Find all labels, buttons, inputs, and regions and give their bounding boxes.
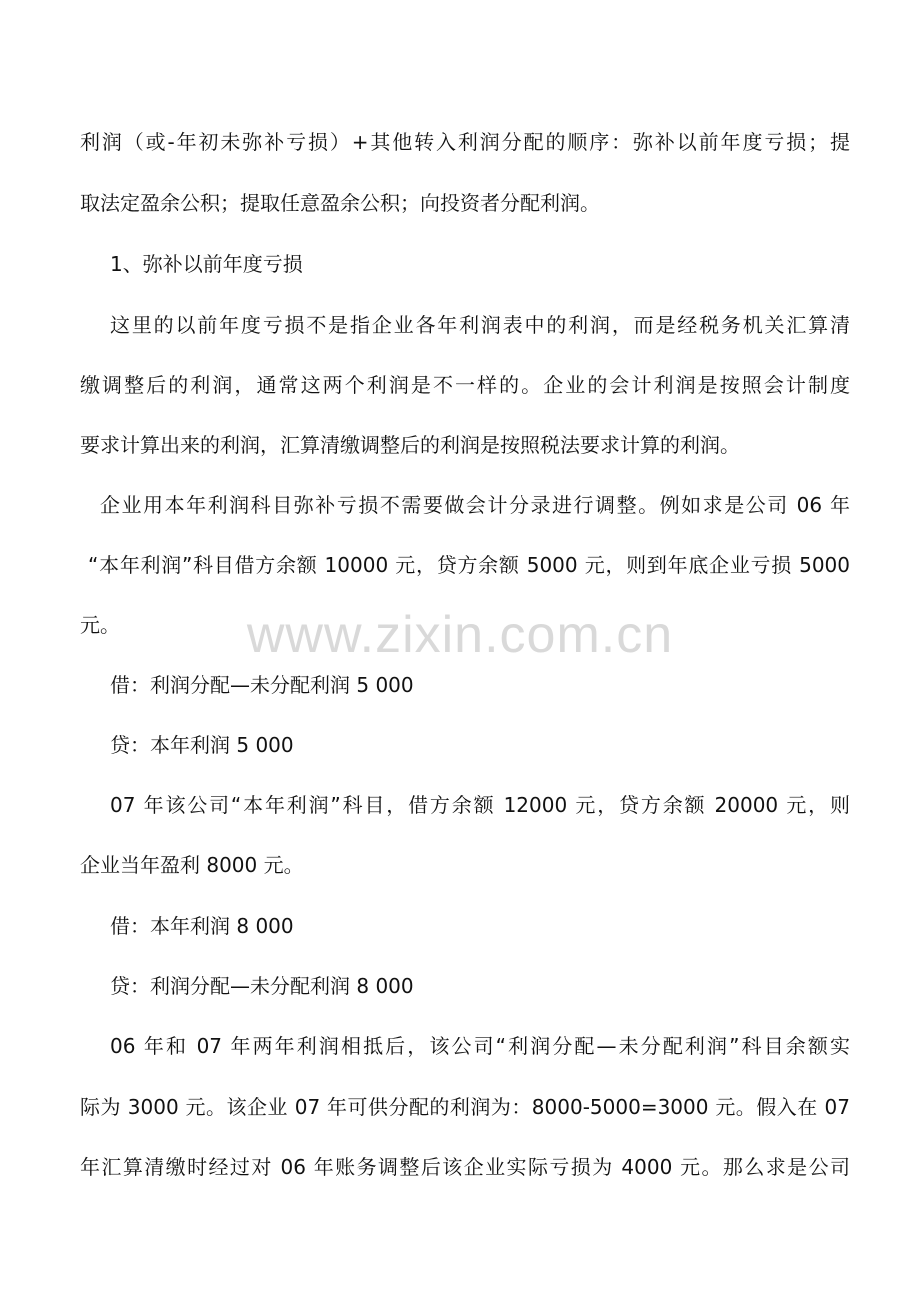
paragraph-line: 利润（或-年初未弥补亏损）+其他转入利润分配的顺序：弥补以前年度亏损；提 xyxy=(80,130,850,154)
paragraph-line: 元。 xyxy=(80,613,120,637)
paragraph-line: 缴调整后的利润，通常这两个利润是不一样的。企业的会计利润是按照会计制度 xyxy=(80,373,850,397)
paragraph-line: 07 年该公司“本年利润”科目，借方余额 12000 元，贷方余额 20000 元，则 xyxy=(110,793,850,817)
journal-entry-credit: 贷：本年利润 5 000 xyxy=(110,733,294,757)
paragraph-line: 要求计算出来的利润，汇算清缴调整后的利润是按照税法要求计算的利润。 xyxy=(80,433,740,457)
watermark: www.zixin.com.cn xyxy=(246,606,674,664)
paragraph-line: 企业用本年利润科目弥补亏损不需要做会计分录进行调整。例如求是公司 06 年 xyxy=(100,493,850,517)
paragraph-line: 06 年和 07 年两年利润相抵后，该公司“利润分配—未分配利润”科目余额实 xyxy=(110,1034,850,1058)
journal-entry-debit: 借：本年利润 8 000 xyxy=(110,914,294,938)
journal-entry-debit: 借：利润分配—未分配利润 5 000 xyxy=(110,673,414,697)
paragraph-line: 际为 3000 元。该企业 07 年可供分配的利润为：8000-5000=3000 元。假入在 07 xyxy=(80,1095,850,1119)
paragraph-line: 这里的以前年度亏损不是指企业各年利润表中的利润，而是经税务机关汇算清 xyxy=(110,313,850,337)
paragraph-line: 企业当年盈利 8000 元。 xyxy=(80,853,304,877)
paragraph-line: 年汇算清缴时经过对 06 年账务调整后该企业实际亏损为 4000 元。那么求是公司 xyxy=(80,1155,850,1179)
journal-entry-credit: 贷：利润分配—未分配利润 8 000 xyxy=(110,974,414,998)
section-heading: 1、弥补以前年度亏损 xyxy=(110,252,303,276)
paragraph-line: 取法定盈余公积；提取任意盈余公积；向投资者分配利润。 xyxy=(80,191,600,215)
paragraph-line: “本年利润”科目借方余额 10000 元，贷方余额 5000 元，则到年底企业亏损 5000 xyxy=(88,553,850,577)
